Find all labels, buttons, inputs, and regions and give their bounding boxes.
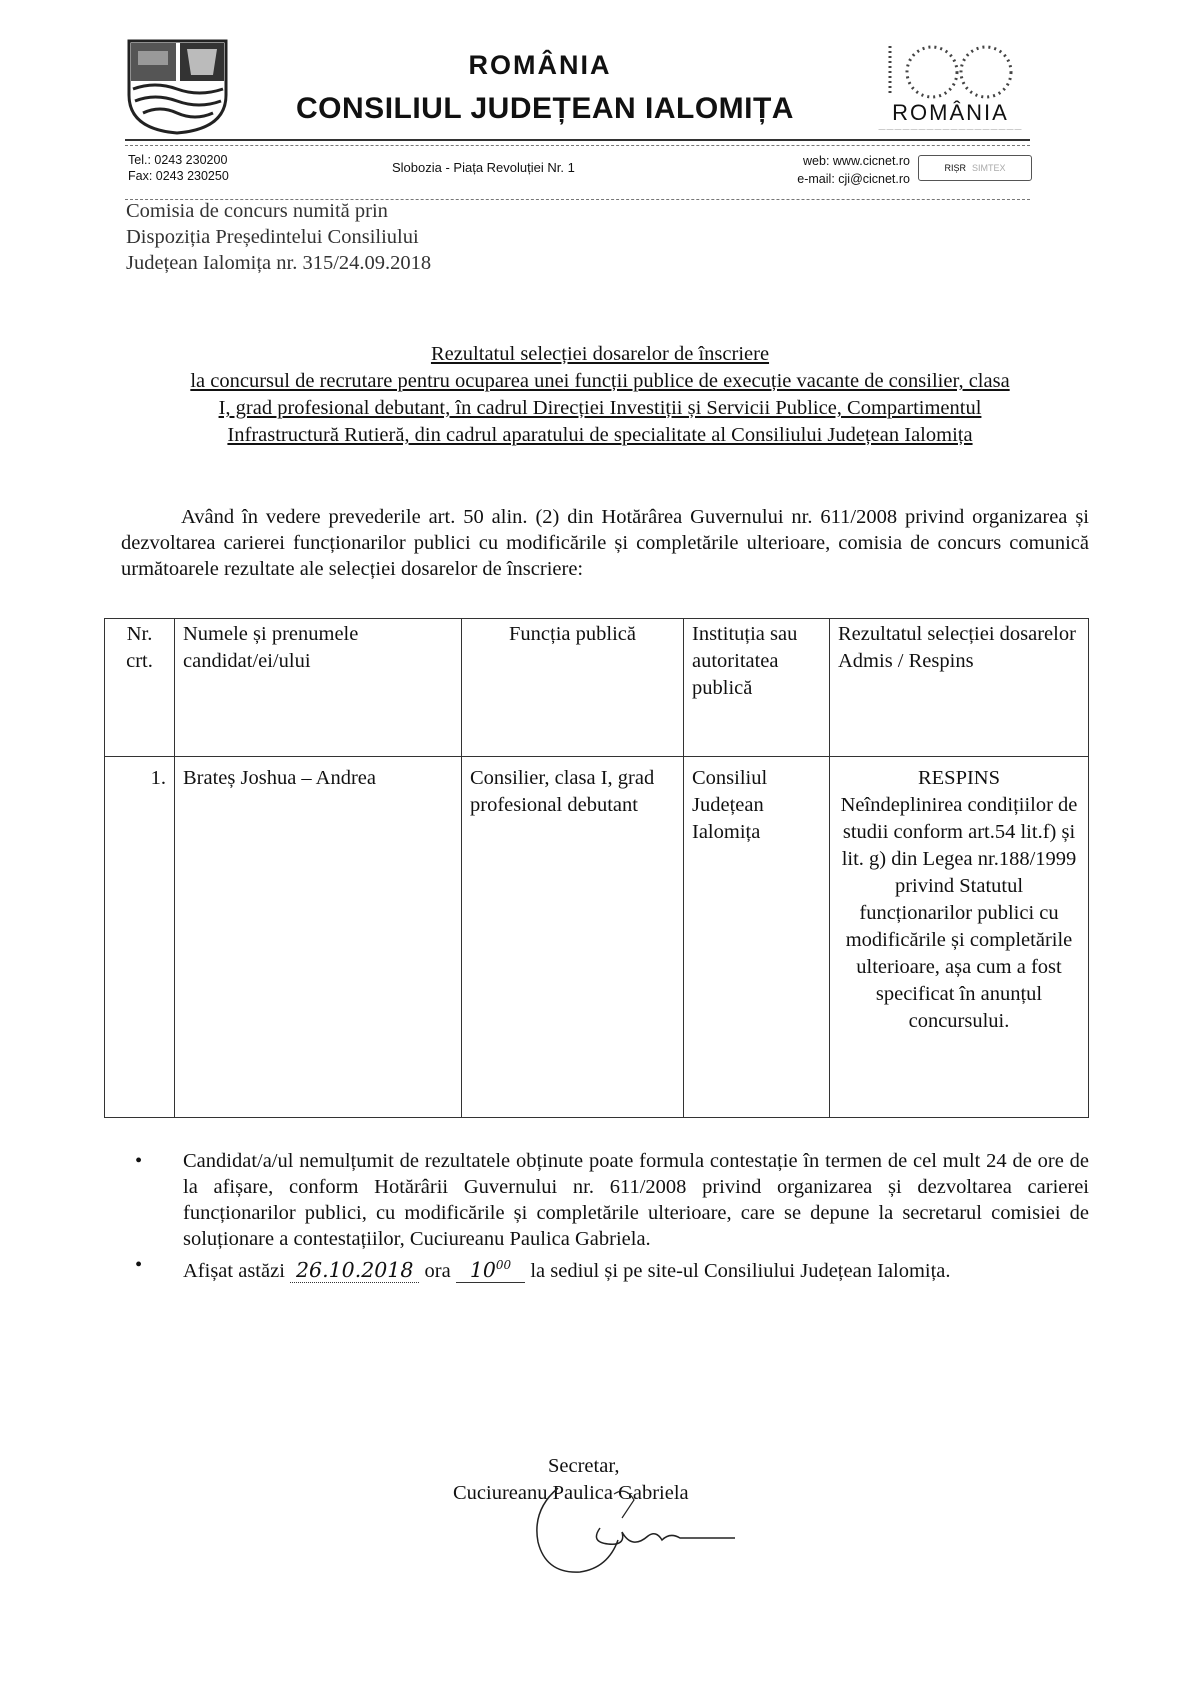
header-phone-block (128, 152, 229, 184)
posted-time-minutes: 00 (495, 1258, 512, 1272)
commission-line-3: Județean Ialomița nr. 315/24.09.2018 (126, 252, 432, 274)
row-nr: 1. (105, 757, 175, 1118)
intro-text: Având în vedere prevederile art. 50 alin. (2) din Hotărârea Guvernului nr. 611/2008 privind organizarea și dezvoltarea carierei funcționarilor publici cu modificările și completările ulterioare, comisia de concurs comunică următoarele rezultate ale selecției dosarelor de înscriere: (121, 506, 1089, 580)
header-rule-dashed (125, 145, 1030, 146)
note-contestation-text: Candidat/a/ul nemulțumit de rezultatele obținute poate formula contestație în termen de cel mult 24 de ore de la afișare, conform Hotărârii Guvernului nr. 611/2008 privind organizarea și dezvoltarea carierei funcționarilor publici, cu modificările și completările ulterioare, care se depune la secretarul comisiei de soluționare a contestațiilor, Cuciureanu Paulica Gabriela. (183, 1150, 1089, 1250)
handwritten-signature-icon (530, 1480, 740, 1580)
title-line-3: I, grad profesional debutant, în cadrul Direcției Investiții și Servicii Publice, Compartimentul (218, 397, 982, 419)
document-title (110, 341, 1090, 449)
row-name: Brateș Joshua – Andrea (175, 757, 462, 1118)
bullet-icon: • (135, 1150, 143, 1172)
cert-left-label: RIȘR (944, 163, 966, 173)
county-coat-of-arms-icon (125, 37, 230, 135)
row-result-reason: Neîndeplinirea condițiilor de studii conform art.54 lit.f) și lit. g) din Legea nr.188/1999 privind Statutul funcționarilor publici cu modificările și completările ulterioare, așa cum a fost specificat în anunțul concursului. (840, 794, 1078, 1032)
commission-line-2: Dispoziția Președintelui Consiliului (126, 226, 419, 248)
posted-date: 26.10.2018 (290, 1258, 419, 1283)
header-name: Numele și prenumele candidat/ei/ului (175, 619, 462, 757)
bullet-icon: • (135, 1254, 143, 1276)
cert-right-label: SIMTEX (972, 163, 1006, 173)
header-nr: Nr. crt. (105, 619, 175, 757)
note-contestation (121, 1148, 1089, 1252)
posted-prefix: Afișat astăzi (183, 1259, 285, 1282)
title-line-4: Infrastructură Rutieră, din cadrul aparatului de specialitate al Consiliului Județean Ialomița (227, 424, 973, 446)
header-address: Slobozia - Piața Revoluției Nr. 1 (392, 160, 575, 175)
header-institution: Instituția sau autoritatea publică (684, 619, 830, 757)
header-country: ROMÂNIA (468, 50, 612, 80)
header-email: e-mail: cji@cicnet.ro (797, 172, 910, 186)
row-institution: Consiliul Județean Ialomița (684, 757, 830, 1118)
centenary-logo-word: ROMÂNIA (892, 100, 1009, 125)
signature-name: Cuciureanu Paulica Gabriela (453, 1482, 689, 1504)
row-result-status: RESPINS (917, 767, 1001, 789)
certification-badge (918, 155, 1032, 181)
intro-paragraph (121, 504, 1089, 582)
signature-role: Secretar, (548, 1455, 620, 1477)
table-header-row (105, 619, 1089, 757)
header-rule (125, 139, 1030, 141)
row-result (830, 757, 1089, 1118)
header-result: Rezultatul selecției dosarelor Admis / Respins (830, 619, 1089, 757)
title-line-1: Rezultatul selecției dosarelor de înscriere (430, 343, 770, 365)
header-web: web: www.cicnet.ro (803, 154, 910, 168)
commission-reference (126, 198, 431, 276)
commission-line-1: Comisia de concurs numită prin (126, 200, 388, 222)
posted-suffix: la sediul și pe site-ul Consiliului Județean Ialomița. (530, 1259, 951, 1282)
header-council-name: CONSILIUL JUDEȚEAN IALOMIȚA (296, 92, 794, 125)
header-fax: Fax: 0243 230250 (128, 169, 229, 183)
notes-list (121, 1148, 1089, 1284)
posted-time (456, 1258, 525, 1283)
row-function: Consilier, clasa I, grad profesional debutant (462, 757, 684, 1118)
header-tel: Tel.: 0243 230200 (128, 153, 228, 167)
results-table (104, 618, 1089, 1118)
posted-ora: ora (424, 1259, 451, 1282)
centenary-logo-tagline-line: —————————————————— (878, 126, 1023, 133)
note-posted (121, 1252, 1089, 1284)
table-row (105, 757, 1089, 1118)
title-line-2: la concursul de recrutare pentru ocuparea unei funcții publice de execuție vacante de consilier, clasa (190, 370, 1010, 392)
header-web-block (730, 152, 910, 188)
posted-time-hour: 10 (469, 1257, 496, 1282)
header-function: Funcția publică (462, 619, 684, 757)
